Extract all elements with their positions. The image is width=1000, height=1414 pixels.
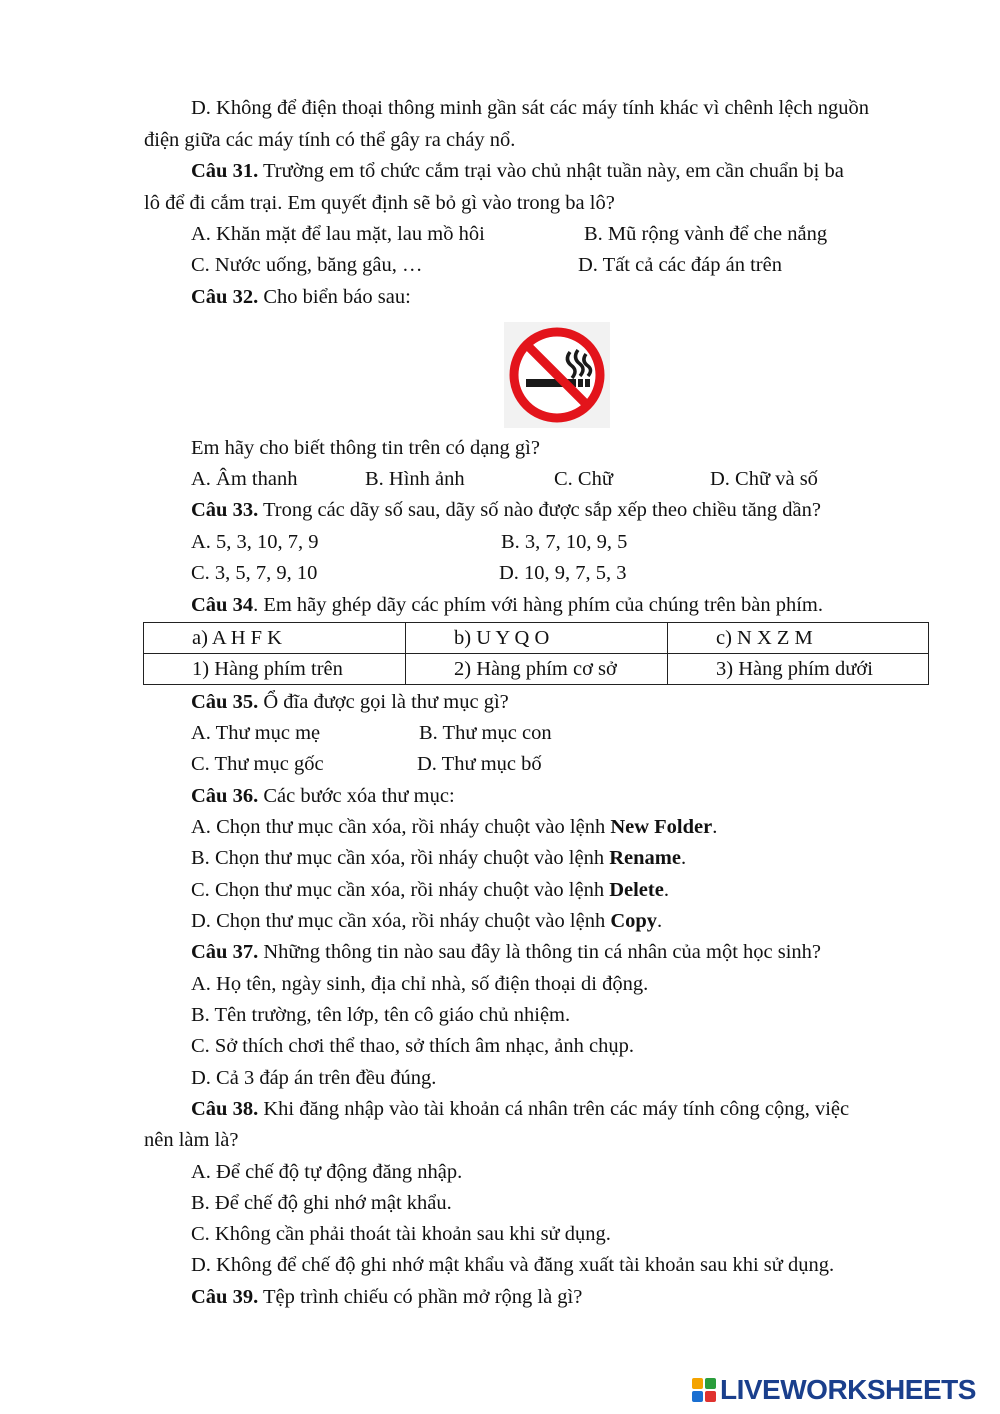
q38-stem-cont: nên làm là? — [144, 1129, 239, 1151]
q36-option-d — [191, 909, 662, 933]
table-row — [144, 654, 929, 685]
q35-stem — [191, 690, 509, 714]
option-letter: C. — [191, 879, 215, 901]
q37-option-a: A. Họ tên, ngày sinh, địa chỉ nhà, số điện thoại di động. — [191, 973, 649, 995]
q35-option-a: A. Thư mục mẹ — [191, 722, 321, 744]
q39-label: Câu 39. — [191, 1286, 259, 1308]
q32-stem — [191, 285, 411, 309]
q35-label: Câu 35. — [191, 691, 259, 713]
option-dot: . — [657, 910, 663, 932]
q35-option-b: B. Thư mục con — [419, 722, 552, 744]
no-smoking-sign-icon — [504, 322, 610, 428]
liveworksheets-logo[interactable] — [692, 1375, 976, 1405]
q36-label: Câu 36. — [191, 785, 259, 807]
command-name: Rename — [609, 847, 681, 869]
q33-label: Câu 33. — [191, 499, 259, 521]
q36-option-c — [191, 878, 669, 902]
q34-label: Câu 34 — [191, 594, 254, 616]
q30-option-d: D. Không để điện thoại thông minh gần sát các máy tính khác vì chênh lệch nguồn — [191, 97, 870, 119]
table-cell: c) N X Z M — [668, 623, 929, 654]
q36-text: Các bước xóa thư mục: — [258, 785, 455, 807]
table-cell: 3) Hàng phím dưới — [668, 654, 929, 685]
q34-text: . Em hãy ghép dãy các phím với hàng phím của chúng trên bàn phím. — [253, 594, 823, 616]
q38-option-a: A. Để chế độ tự động đăng nhập. — [191, 1161, 463, 1183]
command-name: Copy — [610, 910, 658, 932]
q36-option-a — [191, 815, 717, 839]
option-letter: D. — [191, 910, 217, 932]
q32-option-a: A. Âm thanh — [191, 468, 298, 490]
q31-option-d: D. Tất cả các đáp án trên — [578, 254, 782, 276]
q33-option-d: D. 10, 9, 7, 5, 3 — [499, 562, 627, 584]
table-cell: 2) Hàng phím cơ sở — [406, 654, 668, 685]
q38-option-b: B. Để chế độ ghi nhớ mật khẩu. — [191, 1192, 452, 1214]
option-letter: B. — [191, 847, 215, 869]
liveworksheets-logo-icon — [692, 1378, 716, 1402]
table-row — [144, 623, 929, 654]
q37-text: Những thông tin nào sau đây là thông tin cá nhân của một học sinh? — [258, 941, 822, 963]
q37-stem — [191, 940, 821, 964]
option-dot: . — [663, 879, 669, 901]
q37-option-b: B. Tên trường, tên lớp, tên cô giáo chủ nhiệm. — [191, 1004, 571, 1026]
q33-option-b: B. 3, 7, 10, 9, 5 — [501, 531, 628, 553]
table-cell: b) U Y Q O — [406, 623, 668, 654]
option-text: Chọn thư mục cần xóa, rồi nháy chuột vào lệnh — [216, 910, 611, 932]
q37-option-d: D. Cả 3 đáp án trên đều đúng. — [191, 1067, 437, 1089]
q31-option-c: C. Nước uống, băng gâu, … — [191, 254, 423, 276]
option-text: Chọn thư mục cần xóa, rồi nháy chuột vào lệnh — [216, 816, 611, 838]
q35-option-d: D. Thư mục bố — [417, 753, 542, 775]
q31-label: Câu 31. — [191, 160, 259, 182]
q32-label: Câu 32. — [191, 286, 259, 308]
q31-stem — [191, 159, 844, 183]
table-cell: a) A H F K — [144, 623, 406, 654]
table-cell: 1) Hàng phím trên — [144, 654, 406, 685]
q36-stem — [191, 784, 455, 808]
option-text: Chọn thư mục cần xóa, rồi nháy chuột vào lệnh — [214, 879, 610, 901]
keyboard-match-table — [143, 622, 929, 685]
q33-option-c: C. 3, 5, 7, 9, 10 — [191, 562, 318, 584]
q32-option-b: B. Hình ảnh — [365, 468, 465, 490]
q32-option-d: D. Chữ và số — [710, 468, 818, 490]
q32-text: Cho biển báo sau: — [258, 286, 411, 308]
command-name: New Folder — [610, 816, 713, 838]
logo-text: LIVEWORKSHEETS — [720, 1374, 976, 1405]
q31-text: Trường em tổ chức cắm trại vào chủ nhật tuần này, em cần chuẩn bị ba — [258, 160, 844, 182]
q32-ask: Em hãy cho biết thông tin trên có dạng gì? — [191, 437, 540, 459]
q33-text: Trong các dãy số sau, dãy số nào được sắp xếp theo chiều tăng dần? — [258, 499, 822, 521]
q34-stem — [191, 593, 823, 617]
q38-text: Khi đăng nhập vào tài khoản cá nhân trên các máy tính công cộng, việc — [258, 1098, 850, 1120]
q39-stem — [191, 1285, 582, 1309]
q33-stem — [191, 498, 821, 522]
q35-option-c: C. Thư mục gốc — [191, 753, 324, 775]
q31-option-b: B. Mũ rộng vành để che nắng — [584, 223, 828, 245]
q31-option-a: A. Khăn mặt để lau mặt, lau mồ hôi — [191, 223, 485, 245]
option-letter: A. — [191, 816, 217, 838]
q36-option-b — [191, 846, 686, 870]
q35-text: Ổ đĩa được gọi là thư mục gì? — [258, 691, 509, 713]
q38-label: Câu 38. — [191, 1098, 259, 1120]
command-name: Delete — [609, 879, 664, 901]
q33-option-a: A. 5, 3, 10, 7, 9 — [191, 531, 319, 553]
option-dot: . — [680, 847, 687, 869]
q38-option-d: D. Không để chế độ ghi nhớ mật khẩu và đăng xuất tài khoản sau khi sử dụng. — [191, 1254, 835, 1276]
q30-option-d-cont: điện giữa các máy tính có thể gây ra cháy nổ. — [144, 129, 516, 151]
q37-option-c: C. Sở thích chơi thể thao, sở thích âm nhạc, ảnh chụp. — [191, 1035, 635, 1057]
q32-option-c: C. Chữ — [554, 468, 613, 490]
q31-stem-cont: lô để đi cắm trại. Em quyết định sẽ bỏ gì vào trong ba lô? — [144, 192, 615, 214]
q37-label: Câu 37. — [191, 941, 259, 963]
q38-option-c: C. Không cần phải thoát tài khoản sau khi sử dụng. — [191, 1223, 611, 1245]
q38-stem — [191, 1097, 849, 1121]
q39-text: Tệp trình chiếu có phần mở rộng là gì? — [258, 1286, 583, 1308]
option-text: Chọn thư mục cần xóa, rồi nháy chuột vào lệnh — [214, 847, 610, 869]
option-dot: . — [712, 816, 718, 838]
